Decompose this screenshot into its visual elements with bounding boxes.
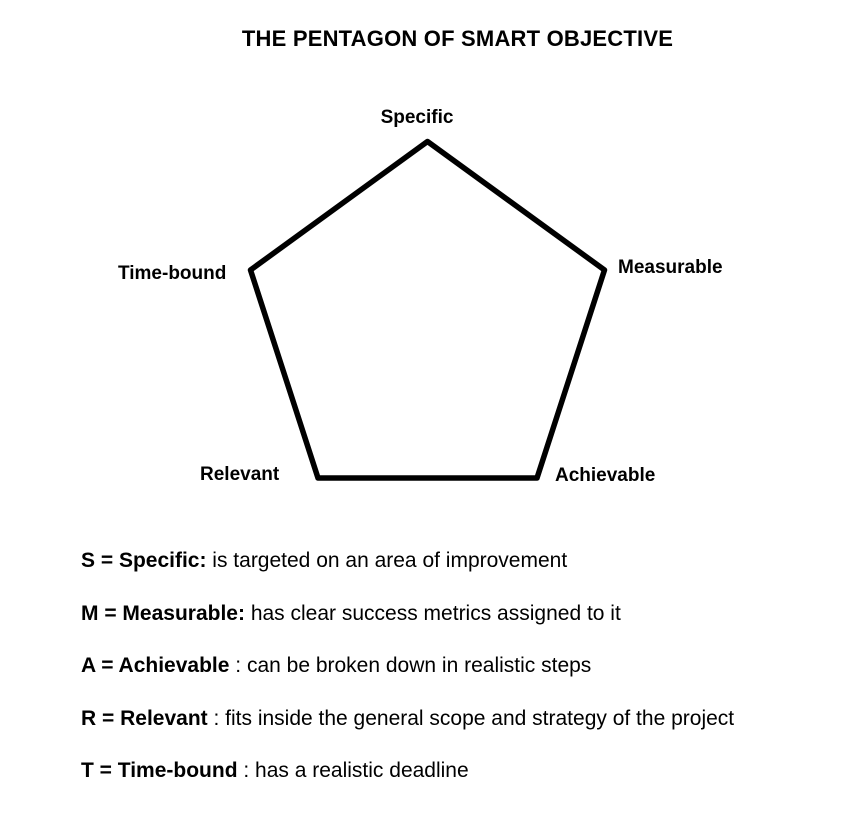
definition-specific-text: is targeted on an area of improvement xyxy=(206,549,568,572)
pentagon-outline-icon xyxy=(251,142,605,479)
definition-relevant-text: : fits inside the general scope and strategy of the project xyxy=(207,706,735,730)
definition-achievable xyxy=(81,655,841,677)
definition-time-bound-term: T = Time-bound xyxy=(81,759,238,782)
definition-measurable xyxy=(81,603,841,625)
definition-measurable-term: M = Measurable: xyxy=(81,601,245,625)
vertex-label-measurable: Measurable xyxy=(618,257,723,278)
definition-relevant-term: R = Relevant xyxy=(81,706,208,730)
definition-measurable-text: has clear success metrics assigned to it xyxy=(244,601,621,625)
definition-achievable-term: A = Achievable xyxy=(81,654,230,677)
vertex-label-relevant: Relevant xyxy=(200,464,280,485)
vertex-label-time-bound: Time-bound xyxy=(118,263,227,284)
definition-time-bound xyxy=(81,760,841,782)
vertex-label-specific: Specific xyxy=(380,107,454,128)
definition-specific xyxy=(81,550,841,572)
definition-specific-term: S = Specific: xyxy=(81,549,207,572)
page-title: THE PENTAGON OF SMART OBJECTIVE xyxy=(241,26,674,51)
smart-definitions-list xyxy=(81,550,841,813)
definition-time-bound-text: : has a realistic deadline xyxy=(237,759,469,782)
definition-relevant xyxy=(81,708,841,730)
definition-achievable-text: : can be broken down in realistic steps xyxy=(229,654,592,677)
vertex-label-achievable: Achievable xyxy=(555,465,656,486)
